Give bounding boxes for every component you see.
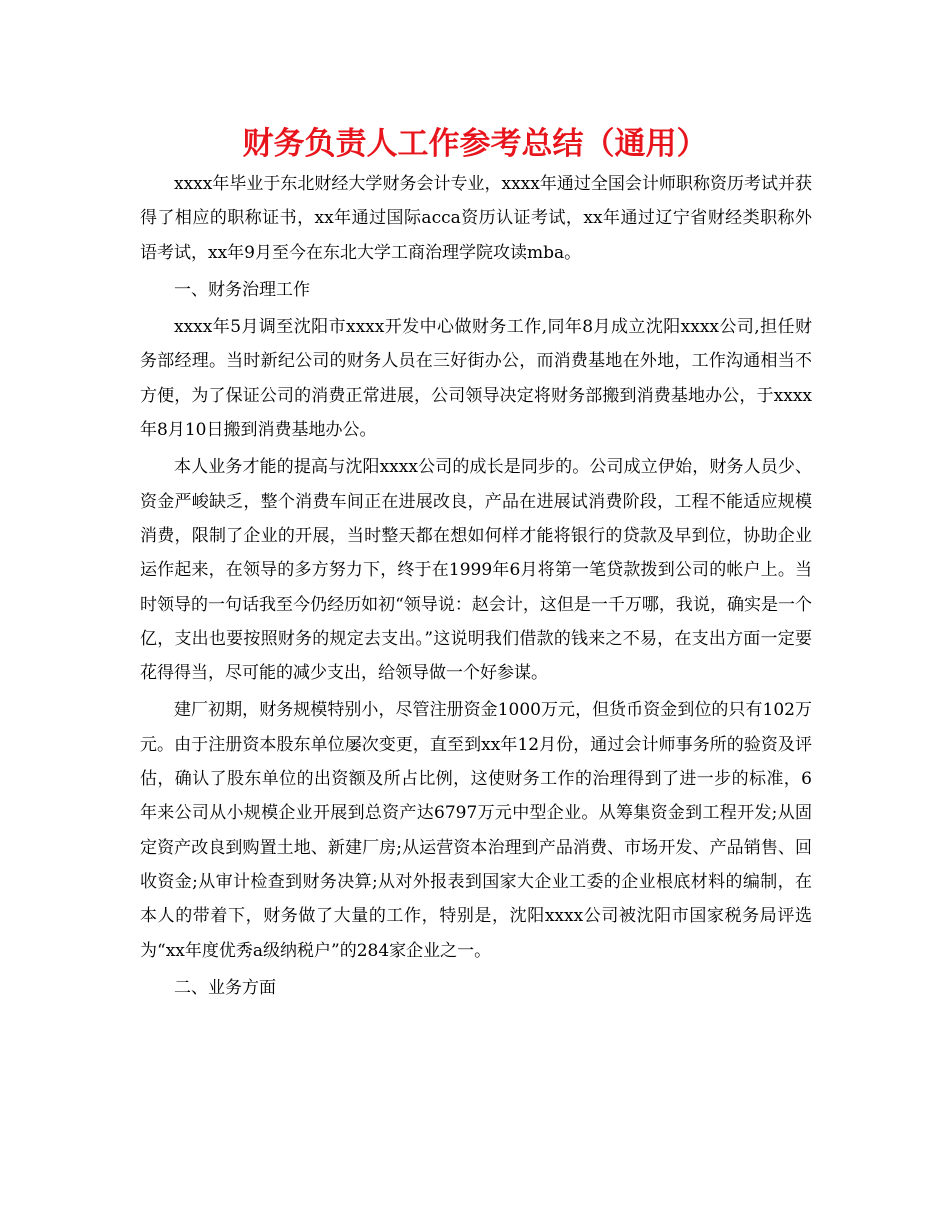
document-body	[140, 167, 812, 1008]
section-heading-business: 二、业务方面	[174, 977, 276, 998]
paragraph-company-growth: 本人业务才能的提高与沈阳xxxx公司的成长是同步的。公司成立伊始，财务人员少、资金严峻缺乏，整个消费车间正在进展改良，产品在进展试消费阶段，工程不能适应规模消费，限制了企业的开展，当时整天都在想如何样才能将银行的贷款及早到位，协助企业运作起来，在领导的多方努力下，终于在1999年6月将第一笔贷款拨到公司的帐户上。当时领导的一句话我至今仍经历如初“领导说：赵会计，这但是一千万哪，我说，确实是一个亿，支出也要按照财务的规定去支出。”这说明我们借款的钱来之不易，在支出方面一定要花得得当，尽可能的减少支出，给领导做一个好参谋。	[140, 457, 812, 684]
paragraph-education: xxxx年毕业于东北财经大学财务会计专业，xxxx年通过全国会计师职称资历考试并获得了相应的职称证书，xx年通过国际acca资历认证考试，xx年通过辽宁省财经类职称外语考试，xx年9月至今在东北大学工商治理学院攻读mba。	[140, 174, 812, 263]
section-heading-financial-management: 一、财务治理工作	[174, 279, 310, 300]
paragraph-early-stage: 建厂初期，财务规模特别小，尽管注册资金1000万元，但货币资金到位的只有102万元。由于注册资本股东单位屡次变更，直至到xx年12月份，通过会计师事务所的验资及评估，确认了股东单位的出资额及所占比例，这使财务工作的治理得到了进一步的标准，6年来公司从小规模企业开展到总资产达6797万元中型企业。从筹集资金到工程开发;从固定资产改良到购置土地、新建厂房;从运营资本治理到产品消费、市场开发、产品销售、回收资金;从审计检查到财务决算;从对外报表到国家大企业工委的企业根底材料的编制，在本人的带着下，财务做了大量的工作，特别是，沈阳xxxx公司被沈阳市国家税务局评选为“xx年度优秀a级纳税户”的284家企业之一。	[140, 700, 812, 961]
document-title: 财务负责人工作参考总结（通用）	[242, 126, 708, 162]
paragraph-job-transfer: xxxx年5月调至沈阳市xxxx开发中心做财务工作,同年8月成立沈阳xxxx公司,担任财务部经理。当时新纪公司的财务人员在三好街办公，而消费基地在外地，工作沟通相当不方便，为了保证公司的消费正常进展，公司领导决定将财务部搬到消费基地办公，于xxxx年8月10日搬到消费基地办公。	[140, 317, 812, 441]
